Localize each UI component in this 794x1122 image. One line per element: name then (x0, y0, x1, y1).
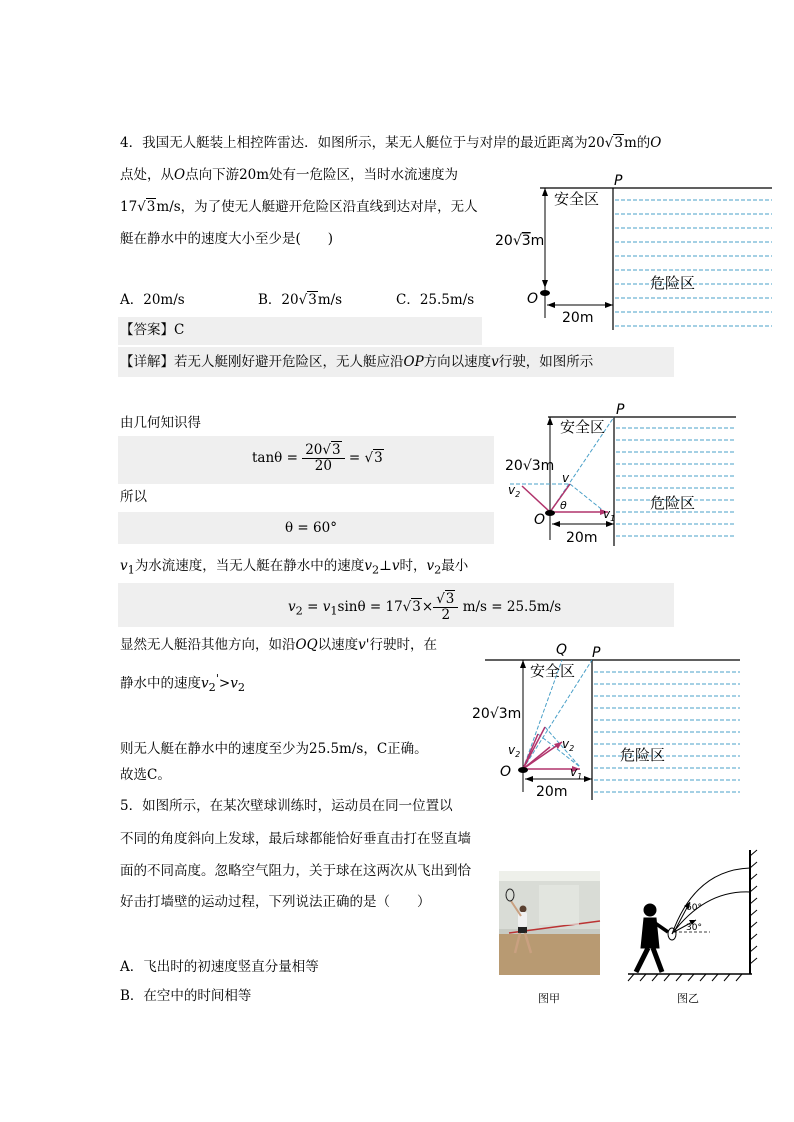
fig2-label-safe: 安全区 (560, 418, 606, 436)
q5-line3: 面的不同高度。忽略空气阻力，关于球在这两次从飞出到恰 (120, 863, 471, 879)
svg-text:20m: 20m (566, 530, 598, 546)
fig3-label-v2: $v_2$ (508, 743, 521, 759)
fig2-label-v1: $v_1$ (603, 507, 616, 523)
fig2-label-v: v (562, 471, 570, 485)
q5-line1: 5．如图所示，在某次壁球训练时，运动员在同一位置以 (120, 798, 453, 814)
fig3-label-safe: 安全区 (530, 662, 576, 680)
q5-option-b: B．在空中的时间相等 (120, 988, 252, 1004)
fig2-label-o: O (534, 512, 546, 528)
ground-hatch (628, 974, 742, 981)
tan-fraction: $\frac{20√3}{20}$ (302, 443, 344, 474)
fig3-label-q: Q (556, 642, 568, 658)
fig1-label-o: O (527, 291, 539, 307)
fig1-arrow-up (542, 188, 548, 196)
squash-photo (499, 871, 600, 975)
detail-v1-line: $v_1$为水流速度，当无人艇在静水中的速度$v_2\perp v$时，$v_2$最小 (120, 558, 469, 577)
fig2-boat (545, 510, 555, 516)
svg-text:20√3m: 20√3m (472, 706, 522, 722)
fig1-label-dist: 20m (562, 310, 594, 326)
q4-option-b: B．20√3m/s (258, 292, 343, 308)
fig2-label-theta: θ (560, 499, 567, 512)
fig1-water-lines (615, 200, 772, 326)
angle-30-label: 30° (686, 923, 702, 933)
fig2-label-v2: $v_2$ (508, 483, 521, 499)
detail-still-line: 静水中的速度$v_2'>v_2$ (120, 672, 246, 695)
q4-line2: 点处，从O点向下游20m处有一危险区，当时水流速度为 (120, 167, 459, 183)
q5-option-a: A．飞出时的初速度竖直分量相等 (120, 959, 319, 975)
v2-equation: $v_2 = v_1\sin\theta = 17√3\times$ $\frac{√3}{2}$ m/s = 25.5m/s (288, 591, 562, 623)
fig2-label-danger: 危险区 (650, 494, 696, 512)
svg-text:20m: 20m (536, 784, 568, 800)
caption-jia: 图甲 (538, 993, 560, 1005)
fig3-label-danger: 危险区 (620, 746, 666, 764)
fig2-water-lines (616, 428, 736, 536)
detail-suoyi: 所以 (120, 489, 147, 505)
detail-choose: 故选C。 (120, 767, 171, 783)
fig3-label-o: O (500, 764, 512, 780)
wall-hatch (750, 850, 757, 964)
fig3-label-v2b: $v_2$ (562, 737, 575, 753)
fig1-boat (540, 290, 550, 296)
detail-conclude: 则无人艇在静水中的速度至少为25.5m/s，C正确。 (120, 741, 428, 757)
q4-line3: 17√3m/s，为了使无人艇避开危险区沿直线到达对岸，无人 (120, 199, 478, 215)
theta-equation: θ = 60° (285, 520, 337, 536)
caption-yi: 图乙 (677, 993, 699, 1005)
q4-line4: 艇在静水中的速度大小至少是( ) (120, 231, 334, 247)
q4-line1: 4．我国无人艇装上相控阵雷达．如图所示，某无人艇位于与对岸的最近距离为20√3m的O (120, 135, 662, 151)
figure-2 (500, 400, 790, 550)
fig1-label-safe: 安全区 (554, 190, 600, 208)
player-silhouette (636, 904, 668, 972)
detail-intro: 【详解】若无人艇刚好避开危险区，无人艇应沿OP方向以速度v行驶，如图所示 (120, 354, 594, 370)
svg-text:20√3m: 20√3m (505, 458, 555, 474)
fig3-water-lines (594, 672, 740, 792)
figure-1 (490, 168, 780, 338)
fig3-label-v1: $v_1$ (570, 765, 583, 781)
q5-line2: 不同的角度斜向上发球，最后球都能恰好垂直击打在竖直墙 (120, 831, 471, 847)
detail-geometry: 由几何知识得 (120, 415, 201, 431)
answer: 【答案】C (120, 322, 185, 338)
q5-line4: 好击打墙壁的运动过程，下列说法正确的是（ ） (120, 894, 431, 910)
squash-diagram (610, 850, 760, 985)
fig1-label-height: 20√3m (495, 233, 545, 249)
detail-other-line: 显然无人艇沿其他方向，如沿OQ以速度v'行驶时，在 (120, 637, 437, 653)
fig2-v2-vec (522, 486, 550, 512)
fig3-label-p: P (592, 645, 601, 661)
q4-option-a: A．20m/s (120, 292, 185, 308)
trajectory-60 (672, 868, 750, 934)
figure-3 (470, 642, 770, 802)
angle-60-label: 60° (686, 903, 702, 913)
sqrt-sign: √ (604, 135, 614, 151)
tan-equation: tanθ = $\frac{20√3}{20}$ = √3 (252, 442, 383, 474)
q4-option-c: C．25.5m/s (396, 292, 475, 308)
fig1-arrow-down (542, 280, 548, 288)
fig2-label-p: P (616, 402, 625, 418)
fig1-label-danger: 危险区 (650, 274, 696, 292)
fig1-label-p: P (614, 173, 623, 189)
fig3-boat (518, 767, 528, 773)
